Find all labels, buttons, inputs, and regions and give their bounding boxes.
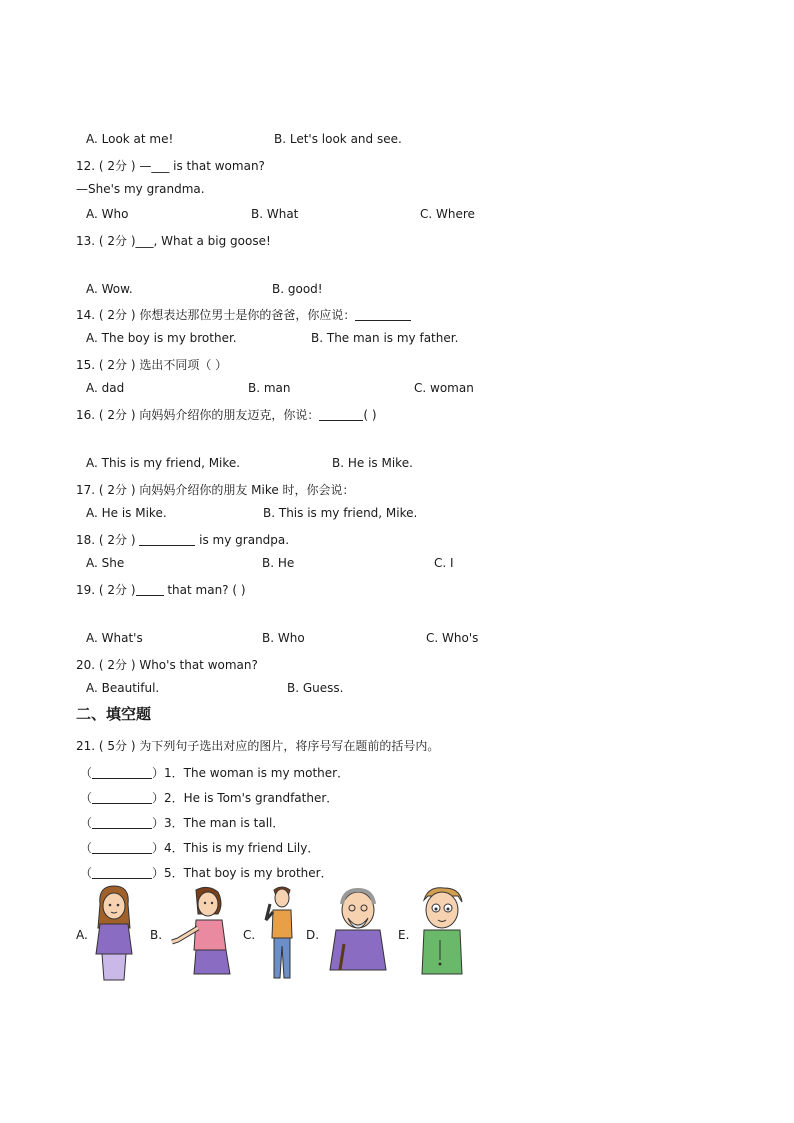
q15-option-a: A. dad [86,381,125,395]
q18-stem-tail: is my grandpa. [195,533,290,547]
q21-item-5-blank[interactable] [92,866,152,879]
q18-option-a: A. She [86,556,125,570]
q18-stem-head: 18. ( 2分 ) [76,533,140,547]
q21-item-3 [80,814,284,831]
picture-d-grandfather [324,884,392,974]
q21-item-3-text: ）3．The man is tall． [152,816,285,830]
q16-option-b: B. He is Mike. [332,456,413,470]
section-title-fill-blank: 二、填空题 [76,705,152,723]
picture-b-woman [168,884,238,976]
q17-option-b: B. This is my friend, Mike. [263,506,418,520]
q14-answer-blank[interactable] [355,308,411,321]
q13-stem: 13. ( 2分 )___, What a big goose! [76,234,271,248]
q21-stem: 21. ( 5分 ) 为下列句子选出对应的图片，将序号写在题前的括号内。 [76,739,440,753]
q21-item-2-blank[interactable] [92,791,152,804]
q21-item-4-open-paren: （ [80,841,93,855]
picture-label-b: B. [150,928,163,942]
q17-stem: 17. ( 2分 ) 向妈妈介绍你的朋友 Mike 时，你会说： [76,483,355,497]
q18-option-c: C. I [434,556,454,570]
q19-stem-tail: that man? ( ) [163,583,246,597]
q21-item-5-open-paren: （ [80,866,93,880]
q18-option-b: B. He [262,556,295,570]
q15-stem: 15. ( 2分 ) 选出不同项（ ） [76,358,228,372]
q14-stem [76,306,411,323]
q15-option-b: B. man [248,381,291,395]
q15-option-c: C. woman [414,381,474,395]
picture-e-boy [414,884,470,980]
q21-item-2-open-paren: （ [80,791,93,805]
q19-option-b: B. Who [262,631,305,645]
q21-item-5 [80,864,333,881]
q16-option-a: A. This is my friend, Mike. [86,456,241,470]
q16-stem-text: 16. ( 2分 ) 向妈妈介绍你的朋友迈克，你说： [76,408,320,422]
q12-stem: 12. ( 2分 ) —___ is that woman? [76,159,265,173]
q16-stem [76,406,377,423]
picture-label-e: E. [398,928,410,942]
q19-option-a: A. What's [86,631,143,645]
q20-option-b: B. Guess. [287,681,344,695]
q19-answer-blank[interactable] [136,583,164,596]
q17-option-a: A. He is Mike. [86,506,167,520]
q21-item-1 [80,764,349,781]
q21-item-3-open-paren: （ [80,816,93,830]
q21-item-4 [80,839,319,856]
q21-item-3-blank[interactable] [92,816,152,829]
q19-stem [76,581,246,598]
picture-label-a: A. [76,928,88,942]
q12-option-c: C. Where [420,207,475,221]
q21-item-5-text: ）5．That boy is my brother． [152,866,333,880]
q20-option-a: A. Beautiful. [86,681,160,695]
q19-option-c: C. Who's [426,631,479,645]
q21-item-1-text: ）1．The woman is my mother． [152,766,350,780]
q21-item-4-blank[interactable] [92,841,152,854]
q21-item-1-open-paren: （ [80,766,93,780]
q11-option-a: A. Look at me! [86,132,174,146]
picture-a-girl [92,884,136,984]
q14-option-b: B. The man is my father. [311,331,459,345]
q21-item-1-blank[interactable] [92,766,152,779]
q12-option-a: A. Who [86,207,129,221]
q19-stem-head: 19. ( 2分 ) [76,583,136,597]
q13-option-a: A. Wow. [86,282,133,296]
q12-stem-answer: —She's my grandma. [76,182,205,196]
q16-stem-paren: ( ) [363,408,377,422]
q20-stem: 20. ( 2分 ) Who's that woman? [76,658,258,672]
q18-answer-blank[interactable] [139,533,195,546]
picture-label-d: D. [306,928,320,942]
q16-answer-blank[interactable] [319,408,363,421]
q13-option-b: B. good! [272,282,323,296]
picture-label-c: C. [243,928,256,942]
q21-item-2 [80,789,338,806]
q21-item-2-text: ）2．He is Tom's grandfather． [152,791,339,805]
q12-option-b: B. What [251,207,299,221]
q14-stem-text: 14. ( 2分 ) 你想表达那位男士是你的爸爸，你应说： [76,308,356,322]
picture-c-tall-man [260,884,304,982]
q21-item-4-text: ）4．This is my friend Lily． [152,841,320,855]
q18-stem [76,531,289,548]
q11-option-b: B. Let's look and see. [274,132,402,146]
q14-option-a: A. The boy is my brother. [86,331,237,345]
